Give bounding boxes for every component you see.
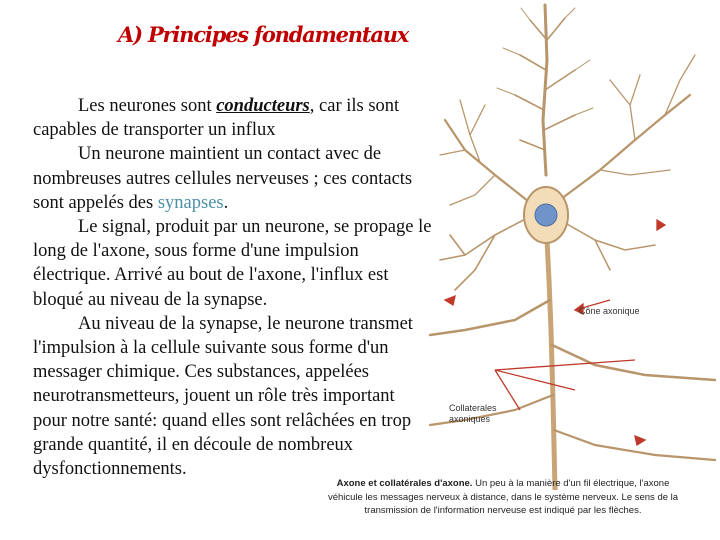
caption-text: Un peu à la manière d'un fil électrique, l'axone véhicule les messages nerveux à distance, dans le système nerveux. Le sens de la transmission de l'information nerveuse est indiqué par les flèches. [327, 478, 679, 516]
paragraph-text: Les neurones sont [78, 96, 217, 116]
paragraph-conducteurs [33, 94, 433, 142]
paragraph-text: . [223, 192, 229, 213]
main-text [33, 94, 433, 481]
neuron-illustration [425, 0, 720, 490]
page-title: A) Principes fondamentaux [118, 22, 409, 47]
label-collaterales-line1: Collaterales [449, 403, 497, 413]
paragraph-signal: Le signal, produit par un neurone, se propage le long de l'axone, sous forme d'une impulsion électrique. Arrivé au bout de l'axone, l'influx est bloqué au niveau de la synapse. [33, 217, 432, 310]
paragraph-synapse-transmission: Au niveau de la synapse, le neurone transmet l'impulsion à la cellule suivante sous forme d'un messager chimique. Ces substances, appelées neurotransmetteurs, jouent un rôle très important pour notre santé: quand elles sont relâchées en trop grande quantité, il en découle de nombreux dysfonctionnements. [33, 313, 413, 480]
caption-title: Axone et collatérales d'axone. [336, 478, 473, 489]
keyword-conducteurs: conducteurs [216, 96, 310, 116]
paragraph-text: Un neurone maintient un contact avec de nombreuses autres cellules nerveuses ; ces contacts sont appelés des [33, 144, 413, 213]
label-collaterales [449, 403, 497, 425]
figure-caption [318, 477, 688, 518]
keyword-synapses: synapses [157, 192, 224, 213]
paragraph-text: , car ils sont capables de transporter un influx [33, 96, 400, 141]
label-collaterales-line2: axoniques [449, 414, 491, 424]
paragraph-synapses [33, 142, 433, 215]
label-cone-axonique: Cône axonique [579, 306, 640, 316]
